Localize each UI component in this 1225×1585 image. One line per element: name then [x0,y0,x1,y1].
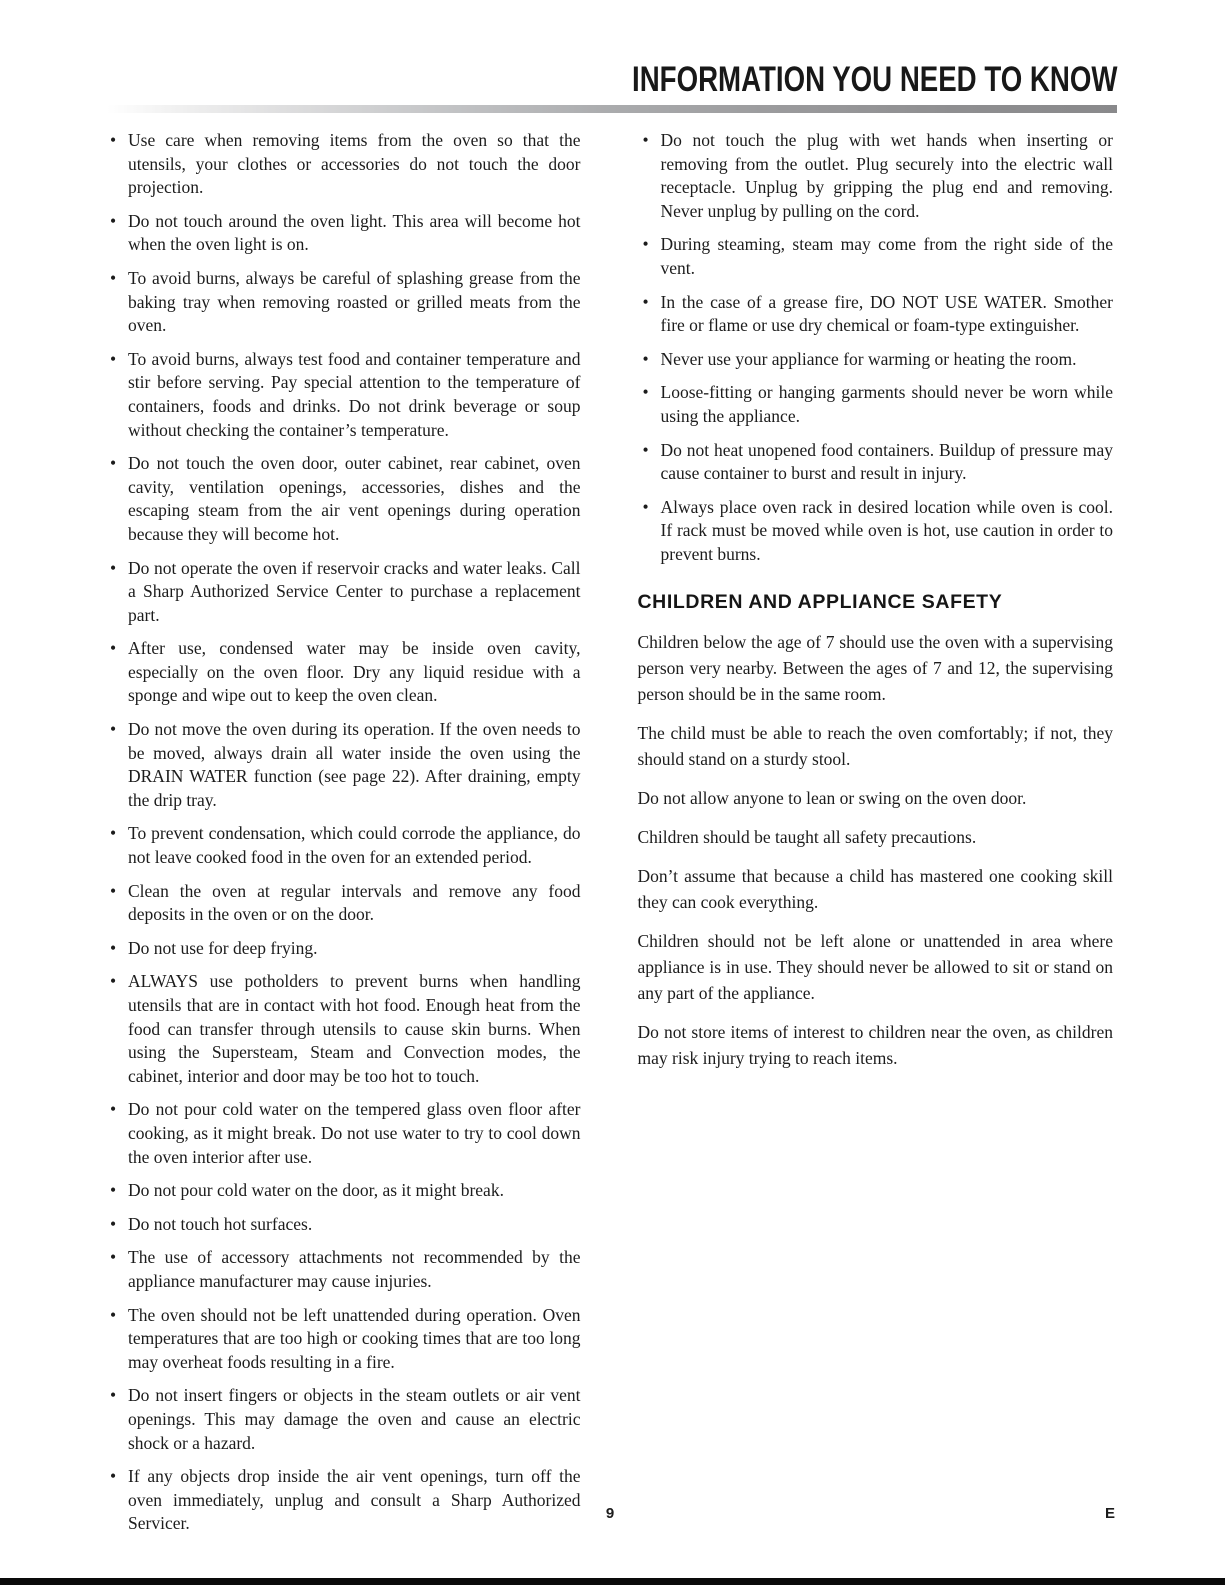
paragraph: Don’t assume that because a child has mastered one cooking skill they can cook everything. [637,866,1113,913]
bullet-text: ALWAYS use potholders to prevent burns when handling utensils that are in contact with hot food. Enough heat from the food can transfer through utensils to cause skin burns. When using the Supersteam, Steam and Convection modes, the cabinet, interior and door may be too hot to touch. [128,971,581,1086]
bullet-text: Use care when removing items from the oven so that the utensils, your clothes or accessories do not touch the door projection. [128,130,581,198]
bullet-text: Do not use for deep frying. [128,937,318,958]
bullet-text: Do not move the oven during its operation. If the oven needs to be moved, always drain all water inside the oven using the DRAIN WATER function (see page 22). After draining, empty the drip tray. [128,719,581,810]
bullet-text: Always place oven rack in desired location while oven is cool. If rack must be moved while oven is hot, use caution in order to prevent burns. [660,496,1113,564]
bullet-text: Loose-fitting or hanging garments should never be worn while using the appliance. [660,382,1113,426]
safety-bullet-item [105,937,581,961]
safety-bullet-item [105,880,581,927]
title-gradient-rule [107,105,1117,113]
paragraph: Do not store items of interest to children near the oven, as children may risk injury trying to reach items. [637,1022,1113,1069]
bullet-text: Do not touch the oven door, outer cabinet, rear cabinet, oven cavity, ventilation openings, accessories, dishes and the escaping steam from the air vent openings during operation because they will become hot. [128,453,581,544]
safety-bullet-list-right [638,129,1114,567]
content-columns [105,129,1113,1546]
page-footer [105,1505,1115,1529]
paragraph: Children below the age of 7 should use the oven with a supervising person very nearby. Between the ages of 7 and 12, the supervising person should be in the same room. [637,632,1113,705]
bullet-text: The use of accessory attachments not recommended by the appliance manufacturer may cause injuries. [128,1247,581,1291]
paragraph: Children should not be left alone or unattended in area where appliance is in use. They should never be allowed to sit or stand on any part of the appliance. [637,931,1113,1004]
paragraph: Children should be taught all safety precautions. [637,827,977,848]
safety-bullet-item [105,970,581,1088]
safety-bullet-item [638,348,1114,372]
bullet-text: Do not insert fingers or objects in the steam outlets or air vent openings. This may damage the oven and cause an electric shock or a hazard. [128,1385,581,1453]
bullet-text: To avoid burns, always be careful of splashing grease from the baking tray when removing roasted or grilled meats from the oven. [128,267,581,336]
safety-bullet-list-left [105,129,581,1536]
safety-bullet-item [105,718,581,812]
safety-bullet-item [638,291,1114,338]
bullet-text: Do not touch hot surfaces. [128,1213,313,1234]
safety-bullet-item [638,129,1114,223]
safety-bullet-item [638,381,1114,428]
bullet-text: During steaming, steam may come from the right side of the vent. [660,234,1113,278]
safety-bullet-item [105,129,581,200]
bullet-text: The oven should not be left unattended during operation. Oven temperatures that are too high or cooking times that are too long may overheat foods resulting in a fire. [128,1304,581,1372]
page-number: 9 [605,1505,615,1522]
bullet-text: Do not touch the plug with wet hands when inserting or removing from the outlet. Plug securely into the electric wall receptacle. Unplug by gripping the plug end and removing. Never unplug by pulling on the cord. [660,130,1113,221]
safety-bullet-item [105,452,581,546]
bullet-text: Never use your appliance for warming or heating the room. [660,348,1077,369]
children-safety-paragraphs [638,629,1114,1071]
safety-bullet-item [105,1246,581,1293]
bullet-text: To prevent condensation, which could corrode the appliance, do not leave cooked food in the oven for an extended period. [128,823,581,868]
bullet-text: If any objects drop inside the air vent openings, turn off the oven immediately, unplug and consult a Sharp Authorized Servicer. [128,1466,581,1534]
edition-letter: E [1104,1505,1115,1522]
safety-bullet-item [638,439,1114,486]
safety-bullet-item [105,267,581,338]
safety-bullet-item [105,637,581,708]
left-column [105,129,581,1546]
bullet-text: Do not pour cold water on the tempered glass oven floor after cooking, as it might break. Do not use water to try to cool down the oven interior after use. [128,1099,581,1167]
safety-bullet-item [105,822,581,869]
paragraph: The child must be able to reach the oven comfortably; if not, they should stand on a sturdy stool. [637,723,1113,770]
safety-bullet-item [105,210,581,257]
bullet-text: To avoid burns, always test food and container temperature and stir before serving. Pay special attention to the temperature of containers, foods and drinks. Do not drink beverage or soup without checking the container’s temperature. [128,348,581,440]
section-heading-children-and-appliance-safety: CHILDREN AND APPLIANCE SAFETY [637,590,1003,613]
page-header [0,0,1225,113]
paragraph: Do not allow anyone to lean or swing on the oven door. [637,788,1027,809]
safety-bullet-item [105,557,581,628]
page-title: INFORMATION YOU NEED TO KNOW [631,60,1117,99]
safety-bullet-item [638,496,1114,567]
bullet-text: After use, condensed water may be inside oven cavity, especially on the oven floor. Dry any liquid residue with a sponge and wipe out to keep the oven clean. [128,638,581,706]
bullet-text: Do not touch around the oven light. This area will become hot when the oven light is on. [128,210,581,255]
bullet-text: Clean the oven at regular intervals and remove any food deposits in the oven or on the door. [128,880,581,925]
scan-edge-bottom [0,1578,1225,1585]
safety-bullet-item [105,1384,581,1455]
bullet-text: In the case of a grease fire, DO NOT USE WATER. Smother fire or flame or use dry chemical or foam-type extinguisher. [660,291,1113,336]
safety-bullet-item [105,348,581,442]
safety-bullet-item [638,233,1114,280]
bullet-text: Do not pour cold water on the door, as it might break. [128,1180,504,1201]
bullet-text: Do not operate the oven if reservoir cracks and water leaks. Call a Sharp Authorized Service Center to purchase a replacement part. [128,557,581,625]
safety-bullet-item [105,1304,581,1375]
right-column [638,129,1114,1546]
safety-bullet-item [105,1213,581,1237]
safety-bullet-item [105,1098,581,1169]
safety-bullet-item [105,1179,581,1203]
bullet-text: Do not heat unopened food containers. Buildup of pressure may cause container to burst and result in injury. [660,439,1113,484]
